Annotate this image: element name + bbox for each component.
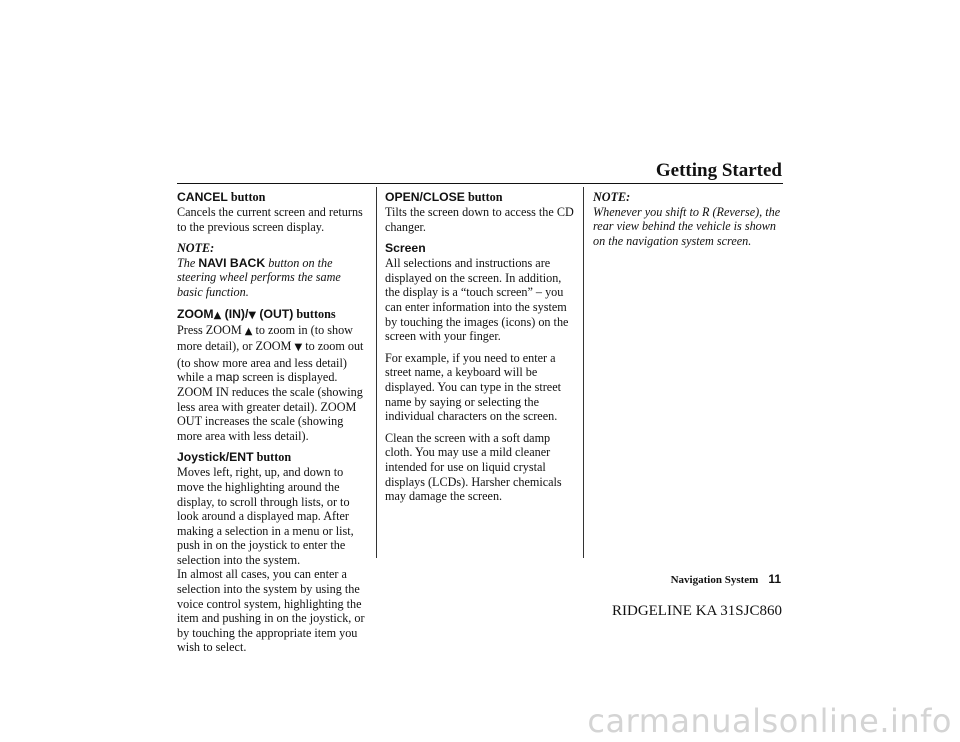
screen-paragraph-2: For example, if you need to enter a street name, a keyboard will be displayed. You can type in the street name by saying or selecting the individual characters on the screen. bbox=[385, 350, 562, 424]
document-code: RIDGELINE KA 31SJC860 bbox=[611, 603, 782, 619]
page-number: 11 bbox=[768, 572, 781, 586]
down-triangle-icon: ▼ bbox=[294, 342, 303, 354]
screen-paragraph-1: All selections and instructions are displayed on the screen. In addition, the display is a “touch screen” – you can enter information into the system by touching the images (icons) on the screen with your finger. bbox=[385, 256, 569, 344]
footer-section: Navigation System bbox=[670, 574, 759, 586]
zoom-heading: ZOOM▲ (IN)/▼ (OUT) buttons bbox=[177, 306, 336, 321]
cancel-heading: CANCEL button bbox=[177, 190, 266, 204]
page-footer bbox=[671, 572, 781, 586]
column-2 bbox=[385, 190, 575, 504]
watermark: carmanualsonline.info bbox=[587, 702, 952, 740]
open-close-description: Tilts the screen down to access the CD changer. bbox=[385, 205, 574, 234]
note-label: NOTE: bbox=[177, 241, 215, 256]
column-1 bbox=[177, 190, 367, 655]
up-triangle-icon: ▲ bbox=[244, 325, 253, 337]
zoom-in-triangle-icon: ▲ bbox=[213, 309, 222, 321]
header-rule bbox=[177, 183, 783, 184]
screen-paragraph-3: Clean the screen with a soft damp cloth. You may use a mild cleaner intended for use on liquid crystal displays (LCDs). Harsher chemicals may damage the screen. bbox=[385, 430, 562, 504]
zoom-out-triangle-icon: ▼ bbox=[248, 309, 257, 321]
joystick-heading: Joystick/ENT button bbox=[177, 450, 292, 465]
column-divider-2 bbox=[583, 187, 584, 558]
joystick-description-2: In almost all cases, you can enter a selection into the system by using the voice control system, highlighting the item and pushing in on the joystick, or by touching the appropriate item you wish to select. bbox=[177, 567, 365, 655]
column-divider-1 bbox=[376, 187, 377, 558]
column-3 bbox=[593, 190, 783, 248]
cancel-description: Cancels the current screen and returns to the previous screen display. bbox=[177, 205, 363, 234]
zoom-description: Press ZOOM ▲ to zoom in (to show more detail), or ZOOM ▼ to zoom out (to show more area and less detail) while a map screen is displayed. ZOOM IN reduces the scale (showing less area with greater detail). ZOOM OUT increases the scale (showing more area with less detail). bbox=[177, 322, 364, 443]
page-title: Getting Started bbox=[655, 160, 782, 181]
open-close-heading: OPEN/CLOSE button bbox=[385, 190, 503, 204]
joystick-description: Moves left, right, up, and down to move the highlighting around the display, to scroll through lists, or to look around a displayed map. After making a selection in a menu or list, push in on the joystick to enter the selection into the system. bbox=[177, 465, 354, 567]
screen-heading: Screen bbox=[385, 241, 426, 256]
note-label-2: NOTE: bbox=[593, 190, 631, 204]
note-text: The NAVI BACK button on the steering wheel performs the same basic function. bbox=[177, 255, 341, 299]
note-text-2: Whenever you shift to R (Reverse), the rear view behind the vehicle is shown on the navigation system screen. bbox=[593, 204, 781, 248]
